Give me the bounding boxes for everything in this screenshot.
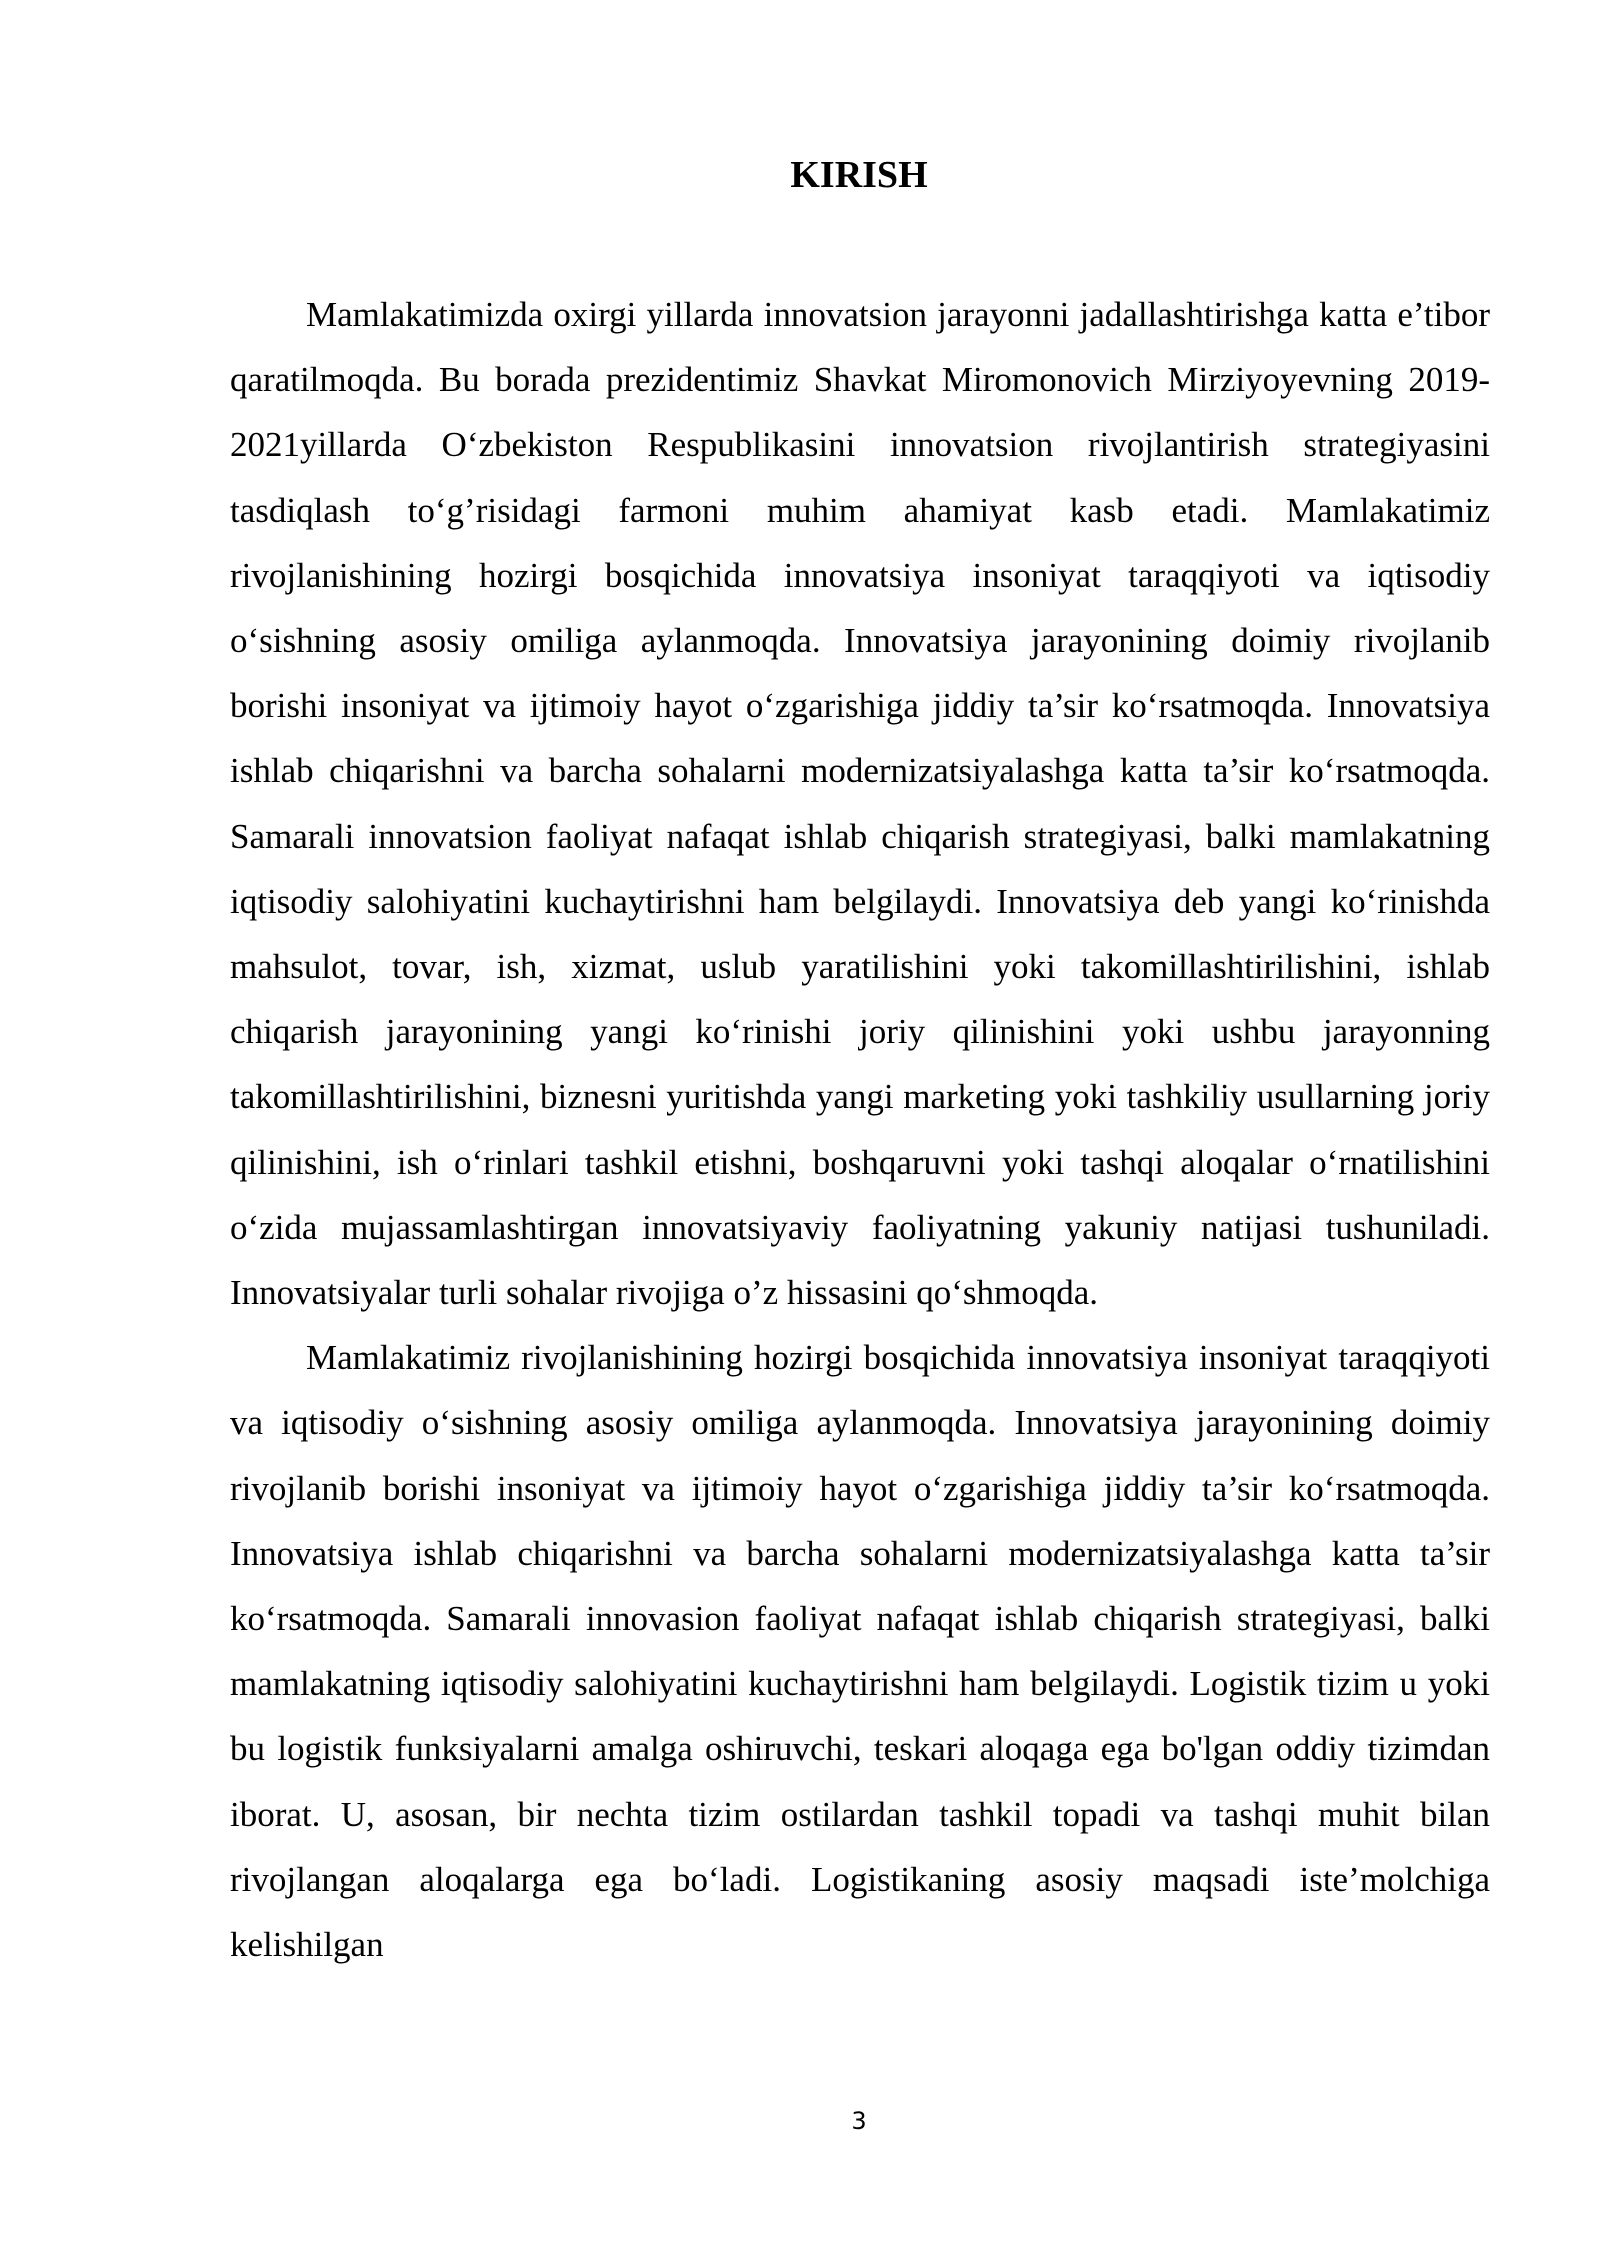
page-title: KIRISH: [790, 154, 928, 196]
body-text: [230, 282, 1490, 1977]
page-number: 3: [851, 2107, 867, 2135]
paragraph-2: Mamlakatimiz rivojlanishining hozirgi bosqichida innovatsiya insoniyat taraqqiyoti va iqtisodiy o‘sishning asosiy omiliga aylanmoqda. Innovatsiya jarayonining doimiy rivojlanib borishi insoniyat va ijtimoiy hayot o‘zgarishiga jiddiy ta’sir ko‘rsatmoqda. Innovatsiya ishlab chiqarishni va barcha sohalarni modernizatsiyalashga katta ta’sir ko‘rsatmoqda. Samarali innovasion faoliyat nafaqat ishlab chiqarish strategiyasi, balki mamlakatning iqtisodiy salohiyatini kuchaytirishni ham belgilaydi. Logistik tizim u yoki bu logistik funksiyalarni amalga oshiruvchi, teskari aloqaga ega bo'lgan oddiy tizimdan iborat. U, asosan, bir nechta tizim ostilardan tashkil topadi va tashqi muhit bilan rivojlangan aloqalarga ega bo‘ladi. Logistikaning asosiy maqsadi iste’molchiga kelishilgan: [230, 1338, 1490, 1965]
paragraph-1: Mamlakatimizda oxirgi yillarda innovatsion jarayonni jadallashtirishga katta e’tibor qaratilmoqda. Bu borada prezidentimiz Shavkat Miromonovich Mirziyoyevning 2019-2021yillarda O‘zbekiston Respublikasini innovatsion rivojlantirish strategiyasini tasdiqlash to‘g’risidagi farmoni muhim ahamiyat kasb etadi. Mamlakatimiz rivojlanishining hozirgi bosqichida innovatsiya insoniyat taraqqiyoti va iqtisodiy o‘sishning asosiy omiliga aylanmoqda. Innovatsiya jarayonining doimiy rivojlanib borishi insoniyat va ijtimoiy hayot o‘zgarishiga jiddiy ta’sir ko‘rsatmoqda. Innovatsiya ishlab chiqarishni va barcha sohalarni modernizatsiyalashga katta ta’sir ko‘rsatmoqda. Samarali innovatsion faoliyat nafaqat ishlab chiqarish strategiyasi, balki mamlakatning iqtisodiy salohiyatini kuchaytirishni ham belgilaydi. Innovatsiya deb yangi ko‘rinishda mahsulot, tovar, ish, xizmat, uslub yaratilishini yoki takomillashtirilishini, ishlab chiqarish jarayonining yangi ko‘rinishi joriy qilinishini yoki ushbu jarayonning takomillashtirilishini, biznesni yuritishda yangi marketing yoki tashkiliy usullarning joriy qilinishini, ish o‘rinlari tashkil etishni, boshqaruvni yoki tashqi aloqalar o‘rnatilishini o‘zida mujassamlashtirgan innovatsiyaviy faoliyatning yakuniy natijasi tushuniladi. Innovatsiyalar turli sohalar rivojiga o’z hissasini qo‘shmoqda.: [230, 295, 1490, 1313]
